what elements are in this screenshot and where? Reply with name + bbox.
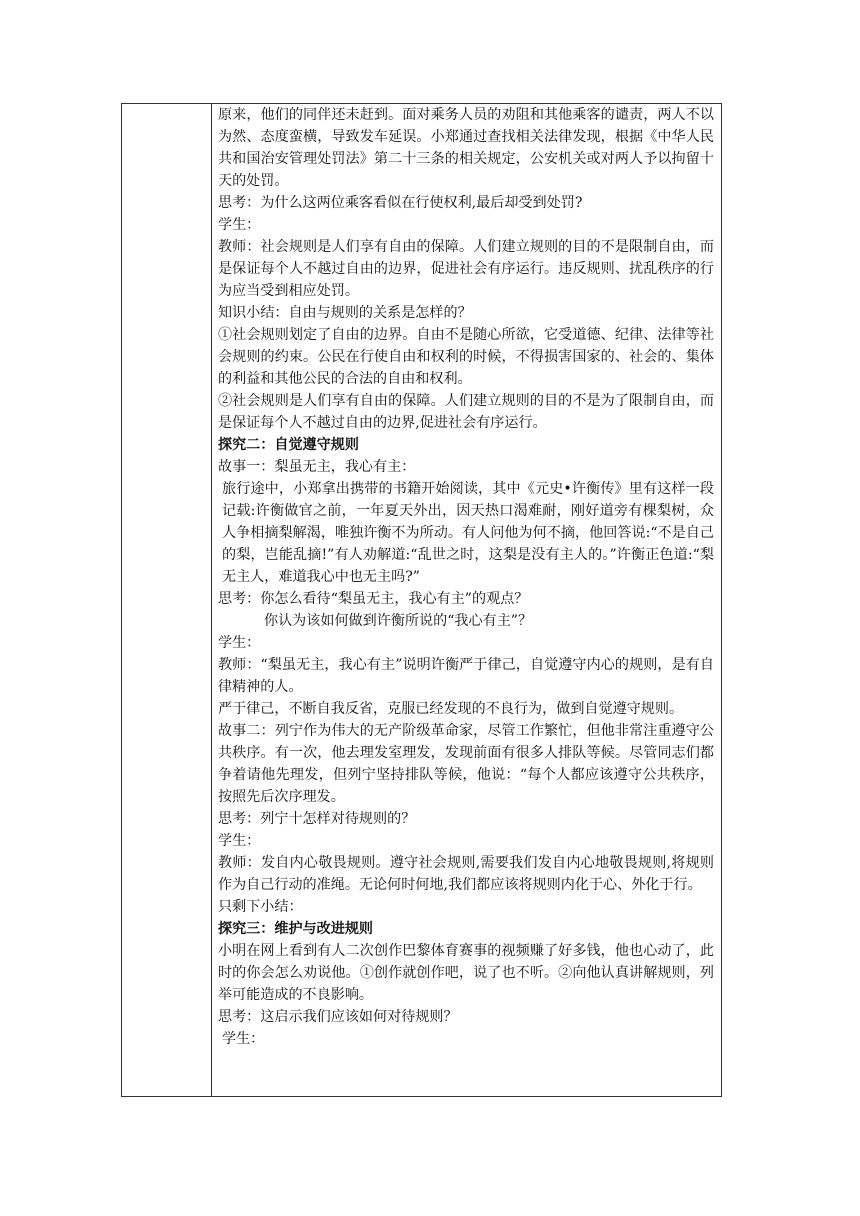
student-line: 学生： xyxy=(218,833,261,849)
story-one-title: 故事一：梨虽无主，我心有主： xyxy=(218,459,416,475)
knowledge-summary-heading: 知识小结：自由与规则的关系是怎样的？ xyxy=(218,305,472,321)
left-column-cell xyxy=(122,104,212,1097)
story-one-body: 旅行途中，小郑拿出携带的书籍开始阅读，其中《元史•许衡传》里有这样一段记载:许衡做官之前，一年夏天外出，因天热口渴难耐，刚好道旁有棵梨树，众人争相摘梨解渴，唯独许衡不为所动。有人问他为何不摘，他回答说:“不是自己的梨，岂能乱摘!”有人劝解道:“乱世之时，这梨是没有主人的。”许衡正色道:“梨无主人，难道我心中也无主吗?” xyxy=(222,481,714,585)
thinking-question: 思考：你怎么看待“梨虽无主，我心有主”的观点？ xyxy=(218,591,529,607)
thinking-question: 思考：这启示我们应该如何对待规则？ xyxy=(218,1009,458,1025)
student-line: 学生： xyxy=(222,1031,265,1047)
summary-point-1: ①社会规则划定了自由的边界。自由不是随心所欲，它受道德、纪律、法律等社会规则的约束。公民在行使自由和权利的时候，不得损害国家的、社会的、集体的利益和其他公民的合法的自由和权利。 xyxy=(218,327,714,387)
lesson-table xyxy=(121,103,722,1097)
story-continuation-paragraph: 原来，他们的同伴还未赶到。面对乘务人员的劝阻和其他乘客的谴责，两人不以为然、态度蛮横，导致发车延误。小郑通过查找相关法律发现，根据《中华人民共和国治安管理处罚法》第二十三条的相关规定，公安机关或对两人予以拘留十天的处罚。 xyxy=(218,107,714,189)
teacher-answer: 教师：社会规则是人们享有自由的保障。人们建立规则的目的不是限制自由，而是保证每个人不越过自由的边界，促进社会有序运行。违反规则、扰乱秩序的行为应当受到相应处罚。 xyxy=(218,239,714,299)
section-heading-explore-3: 探究三：维护与改进规则 xyxy=(218,921,374,937)
content-body xyxy=(212,104,721,1050)
section-heading-explore-2: 探究二：自觉遵守规则 xyxy=(218,437,359,453)
student-line: 学生： xyxy=(218,217,261,233)
self-discipline-note: 严于律己，不断自我反省，克服已经发现的不良行为，做到自觉遵守规则。 xyxy=(218,701,684,717)
summary-remark: 只剩下小结： xyxy=(218,899,303,915)
content-cell xyxy=(212,104,722,1097)
teacher-answer: 教师：“梨虽无主，我心有主”说明许衡严于律己，自觉遵守内心的规则，是有自律精神的人。 xyxy=(218,657,714,695)
thinking-question-followup: 你认为该如何做到许衡所说的“我心有主”？ xyxy=(264,613,533,629)
table-row xyxy=(122,104,722,1097)
story-two-body: 故事二：列宁作为伟大的无产阶级革命家，尽管工作繁忙，但他非常注重遵守公共秩序。有一次，他去理发室理发，发现前面有很多人排队等候。尽管同志们都争着请他先理发，但列宁坚持排队等候，他说：“每个人都应该遵守公共秩序，按照先后次序理发。 xyxy=(218,723,714,805)
thinking-question: 思考：列宁十怎样对待规则的？ xyxy=(218,811,416,827)
student-line: 学生： xyxy=(218,635,261,651)
scenario-paragraph: 小明在网上看到有人二次创作巴黎体育赛事的视频赚了好多钱，他也心动了，此时的你会怎么劝说他。①创作就创作吧，说了也不听。②向他认真讲解规则，列举可能造成的不良影响。 xyxy=(218,943,714,1003)
teacher-answer: 教师：发自内心敬畏规则。遵守社会规则,需要我们发自内心地敬畏规则,将规则作为自己行动的准绳。无论何时何地,我们都应该将规则内化于心、外化于行。 xyxy=(218,855,714,893)
thinking-question: 思考：为什么这两位乘客看似在行使权利,最后却受到处罚? xyxy=(218,195,583,211)
summary-point-2: ②社会规则是人们享有自由的保障。人们建立规则的目的不是为了限制自由，而是保证每个人不越过自由的边界,促进社会有序运行。 xyxy=(218,393,714,431)
